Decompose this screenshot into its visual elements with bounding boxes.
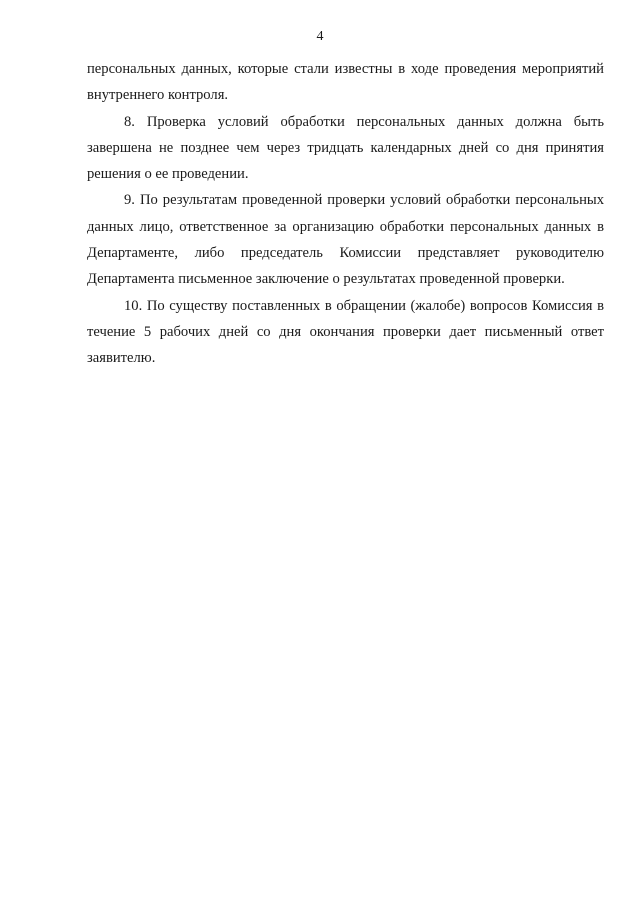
paragraph-continuation: персональных данных, которые стали известны в ходе проведения мероприятий внутреннего контроля. — [87, 61, 604, 104]
page-number: 4 — [316, 29, 324, 44]
paragraph-item-9: 9. По результатам проведенной проверки условий обработки персональных данных лицо, ответственное за организацию обработки персональных данных в Департаменте, либо председатель Комиссии представляет руководителю Департамента письменное заключение о результатах проведенной проверки. — [87, 192, 604, 288]
document-body — [87, 56, 604, 372]
paragraph-item-8: 8. Проверка условий обработки персональных данных должна быть завершена не позднее чем через тридцать календарных дней со дня принятия решения о ее проведении. — [87, 113, 604, 183]
paragraph-item-10: 10. По существу поставленных в обращении (жалобе) вопросов Комиссия в течение 5 рабочих дней со дня окончания проверки дает письменный ответ заявителю. — [87, 297, 604, 367]
